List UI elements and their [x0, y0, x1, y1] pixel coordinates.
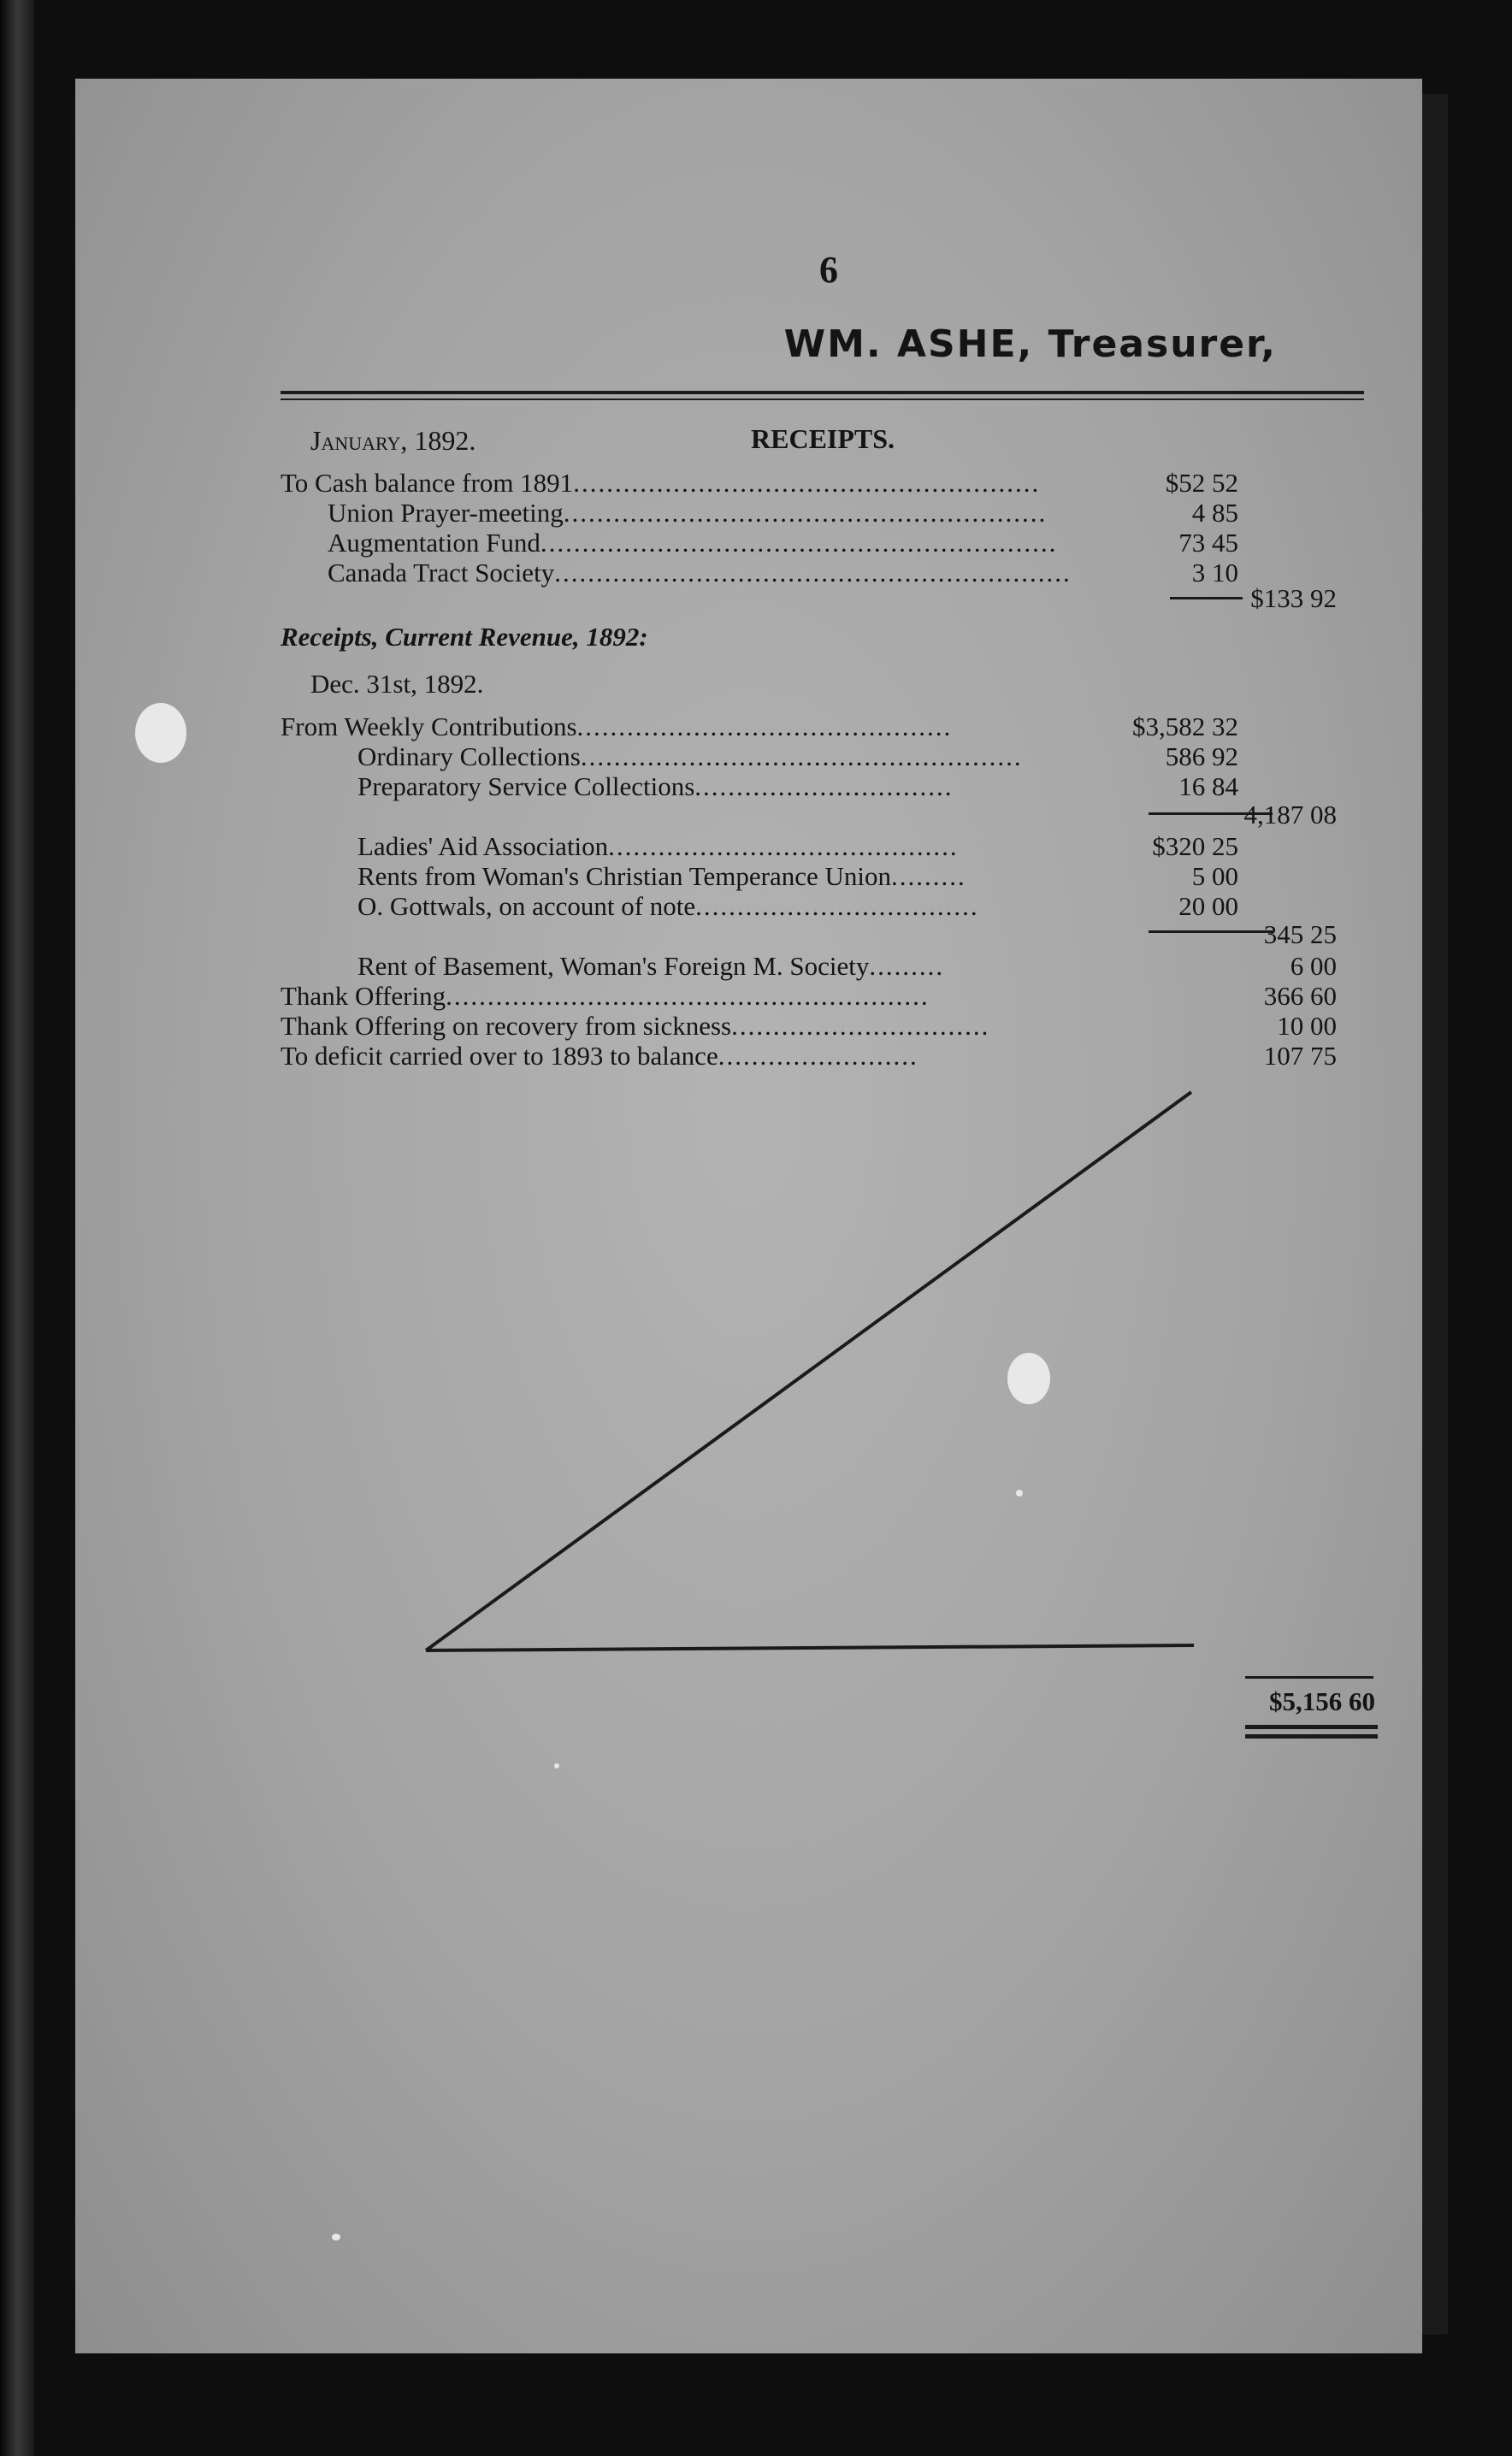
leader-dots: ..........................................................: [563, 498, 1048, 528]
grand-total-rule-bottom-2: [1245, 1734, 1378, 1739]
entry-label: To deficit carried over to 1893 to balance: [281, 1041, 718, 1071]
entry-amount: 366 60: [1263, 981, 1337, 1011]
grand-total-rule-bottom-1: [1245, 1725, 1378, 1729]
revenue-heading: Receipts, Current Revenue, 1892:: [281, 622, 648, 652]
entry-label: Augmentation Fund: [328, 528, 540, 558]
book-binding: [0, 0, 34, 2456]
cancellation-mark: [75, 79, 1422, 2353]
leader-dots: ..............................................................: [554, 558, 1072, 587]
section-title: RECEIPTS.: [751, 423, 895, 454]
entry-label: Rents from Woman's Christian Temperance Union: [357, 861, 891, 891]
entry-amount: $52 52: [1165, 468, 1238, 498]
revenue-date: Dec. 31st, 1892.: [310, 669, 484, 699]
leader-dots: ........................: [718, 1041, 918, 1071]
leader-dots: ..............................................................: [540, 528, 1058, 558]
diagonal-line: [426, 1092, 1191, 1650]
entry-amount: 73 45: [1178, 528, 1238, 558]
paper-speck: [1007, 1353, 1050, 1404]
leader-dots: .............................................: [576, 711, 953, 741]
entry-amount: 586 92: [1165, 741, 1238, 771]
collections-total: 4,187 08: [1243, 800, 1337, 829]
entry-amount: $3,582 32: [1132, 711, 1238, 741]
paper-speck: [135, 703, 186, 763]
entry-amount: $320 25: [1152, 831, 1238, 861]
entry-label: From Weekly Contributions: [281, 711, 577, 741]
leader-dots: ........................................................: [573, 468, 1041, 498]
entry-label: Thank Offering on recovery from sickness: [281, 1011, 732, 1041]
leader-dots: ..........................................................: [446, 981, 930, 1011]
entry-label: Rent of Basement, Woman's Foreign M. Society: [357, 951, 870, 981]
opening-total: $133 92: [1250, 583, 1337, 613]
grand-total: $5,156 60: [1269, 1686, 1375, 1716]
leader-dots: .........: [890, 861, 966, 891]
entry-amount: 3 10: [1191, 558, 1238, 587]
entry-label: Union Prayer-meeting: [328, 498, 564, 528]
entry-label: Canada Tract Society: [328, 558, 555, 587]
baseline-line: [426, 1645, 1194, 1650]
entry-amount: 5 00: [1191, 861, 1238, 891]
entry-label: O. Gottwals, on account of note: [357, 891, 696, 921]
entry-amount: 6 00: [1290, 951, 1337, 981]
entry-amount: 10 00: [1277, 1011, 1337, 1041]
entry-label: To Cash balance from 1891: [281, 468, 574, 498]
treasurer-header: WM. ASHE, Treasurer,: [783, 322, 1277, 366]
date-heading: January, 1892.: [310, 425, 476, 456]
entry-label: Preparatory Service Collections: [357, 771, 695, 801]
other-total: 345 25: [1263, 919, 1337, 949]
page-number: 6: [819, 249, 838, 291]
entry-label: Ladies' Aid Association: [357, 831, 609, 861]
leader-dots: ...............................: [694, 771, 954, 801]
leader-dots: .........: [869, 951, 945, 981]
entry-amount: 16 84: [1178, 771, 1238, 801]
entry-label: Ordinary Collections: [357, 741, 581, 771]
grand-total-rule-top: [1245, 1676, 1373, 1679]
leader-dots: ..................................: [695, 891, 979, 921]
paper-speck: [1016, 1490, 1023, 1497]
leader-dots: .....................................................: [580, 741, 1023, 771]
entry-label: Thank Offering: [281, 981, 446, 1011]
leader-dots: ..........................................: [608, 831, 959, 861]
entry-amount: 107 75: [1263, 1041, 1337, 1071]
entry-amount: 20 00: [1178, 891, 1238, 921]
entry-amount: 4 85: [1191, 498, 1238, 528]
leader-dots: ...............................: [731, 1011, 990, 1041]
ledger-page: [75, 79, 1422, 2353]
paper-speck: [554, 1763, 559, 1768]
page-edge-right: [1422, 94, 1448, 2335]
paper-speck: [332, 2234, 340, 2241]
